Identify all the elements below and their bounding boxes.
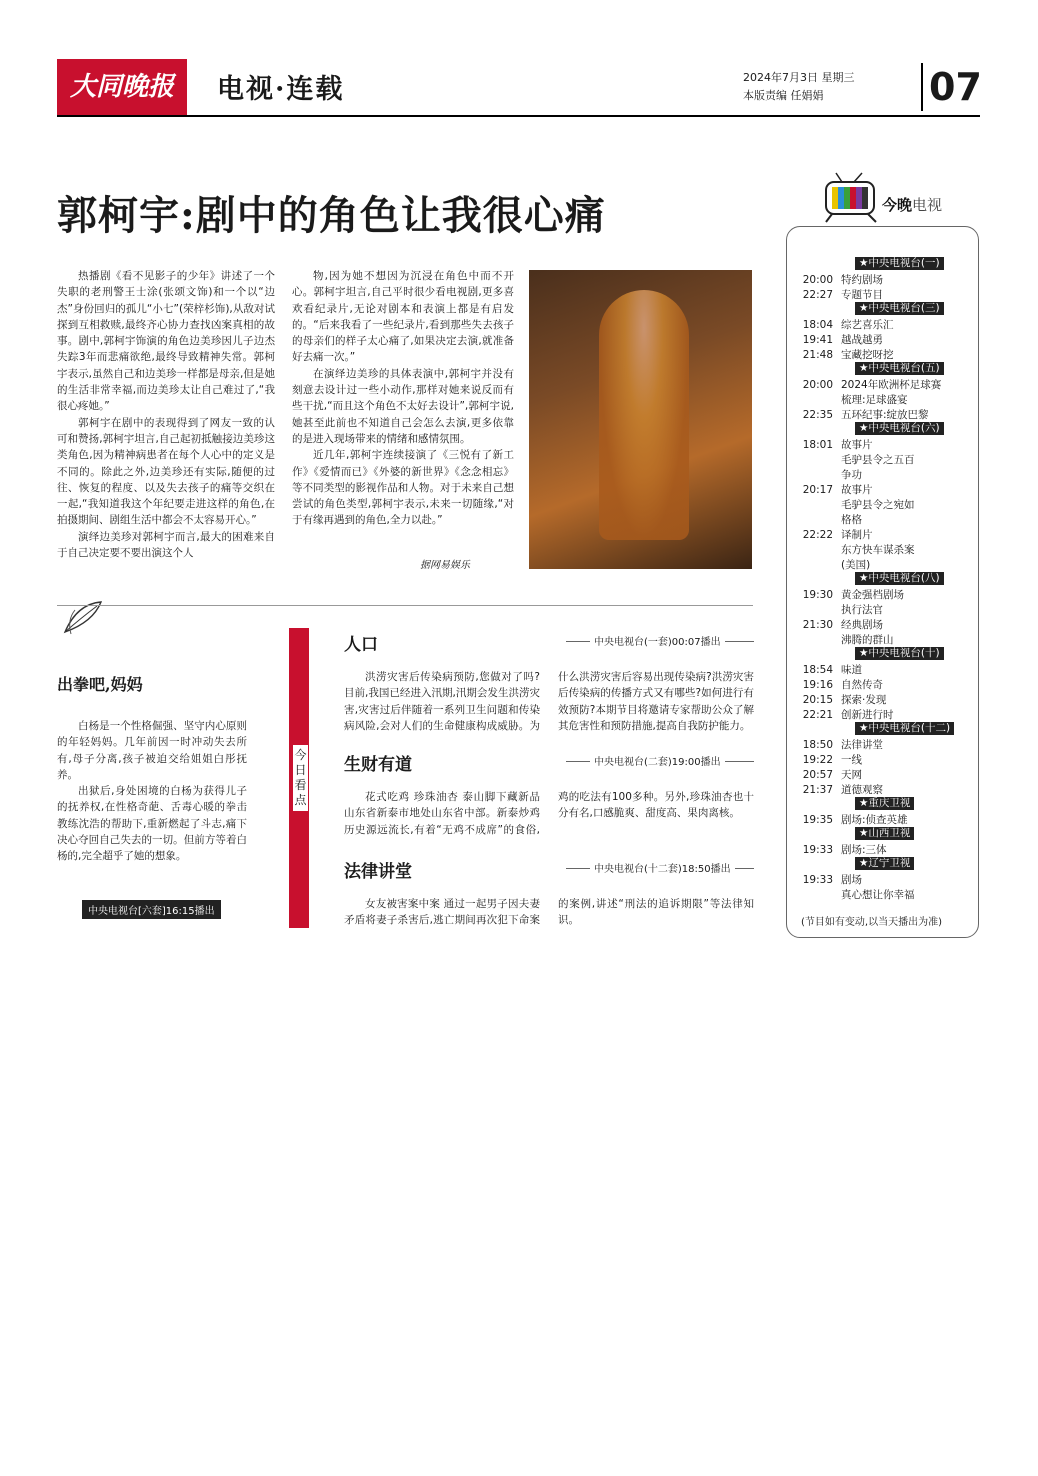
schedule-program: 五环纪事:绽放巴黎: [841, 409, 929, 421]
schedule-time: 20:17: [802, 484, 833, 496]
article-headline: 郭柯宇:剧中的角色让我很心痛: [57, 192, 606, 239]
schedule-row: [795, 782, 883, 797]
actress-figure: [599, 290, 689, 540]
tv-label: 电视: [912, 196, 943, 214]
program-block: [344, 750, 754, 838]
schedule-row: [795, 287, 883, 302]
schedule-time: 21:48: [802, 349, 833, 361]
schedule-row: [795, 452, 915, 467]
feature-paragraph: 出狱后,身处困境的白杨为获得儿子的抚养权,在性格奇葩、舌毒心暖的拳击教练沈浩的帮助下,重新燃起了斗志,痛下决心夺回自己失去的一切。但前方等着白杨的,完全超乎了她的想象。: [57, 785, 247, 863]
schedule-row: [795, 437, 873, 452]
schedule-time: 22:22: [802, 529, 833, 541]
schedule-time: 18:04: [802, 319, 833, 331]
feature-airtime: 中央电视台[六套]16:15播出: [82, 900, 221, 919]
schedule-row: [795, 692, 886, 707]
schedule-time: 21:37: [802, 784, 833, 796]
channel-header: ★中央电视台(十二): [855, 722, 954, 735]
leaf-icon: [57, 598, 107, 638]
schedule-time: 19:16: [802, 679, 833, 691]
schedule-row: [795, 557, 870, 572]
channel-header: ★山西卫视: [855, 827, 914, 840]
channel-header: ★中央电视台(五): [855, 362, 944, 375]
masthead-divider: [921, 63, 923, 111]
schedule-program: 东方快车谋杀案: [841, 544, 915, 556]
schedule-program: 法律讲堂: [841, 739, 883, 751]
program-airtime: 中央电视台(十二套)18:50播出: [590, 860, 735, 875]
program-airtime: 中央电视台(一套)00:07播出: [590, 633, 725, 648]
section-divider: [57, 605, 753, 606]
schedule-row: [795, 467, 862, 482]
schedule-time: 20:57: [802, 769, 833, 781]
schedule-program: 剧场:三体: [841, 844, 887, 856]
article-paragraph: 物,因为她不想因为沉浸在角色中而不开心。郭柯宇坦言,自己平时很少看电视剧,更多喜欢看纪录片,无论对剧本和表演上都是有启发的。“后来我看了一些纪录片,看到那些失去孩子的母亲们的样子太心痛了,如果决定去演,就准备好去痛一次。”: [292, 270, 514, 364]
schedule-time: 19:35: [802, 814, 833, 826]
schedule-program: 故事片: [841, 484, 873, 496]
schedule-time: 22:35: [802, 409, 833, 421]
schedule-row: [795, 332, 883, 347]
article-column-2: [292, 268, 514, 529]
schedule-row: [795, 752, 862, 767]
schedule-program: 创新进行时: [841, 709, 894, 721]
schedule-time: 18:54: [802, 664, 833, 676]
channel-header: ★重庆卫视: [855, 797, 914, 810]
program-title: 人口: [344, 635, 378, 655]
channel-header: ★辽宁卫视: [855, 857, 914, 870]
schedule-row: [795, 377, 941, 392]
program-body: [344, 789, 754, 838]
schedule-program: 执行法官: [841, 604, 883, 616]
schedule-program: 真心想让你幸福: [841, 889, 915, 901]
program-paragraph: 女友被害案中案 通过一起男子因夫妻矛盾将妻子杀害后,逃亡期间再次犯下命案的案例,讲述“刑法的追诉期限”等法律知识。: [344, 898, 754, 927]
schedule-row: [795, 272, 883, 287]
page-number: 07: [929, 65, 982, 109]
channel-header: ★中央电视台(三): [855, 302, 944, 315]
schedule-time: 19:22: [802, 754, 833, 766]
schedule-row: [795, 482, 873, 497]
schedule-time: 19:33: [802, 844, 833, 856]
schedule-program: 宝藏挖呀挖: [841, 349, 894, 361]
channel-header: ★中央电视台(一): [855, 257, 944, 270]
page-editor: 本版责编 任娟娟: [743, 89, 824, 102]
schedule-row: [795, 587, 904, 602]
schedule-row: [795, 677, 883, 692]
schedule-row: [795, 512, 862, 527]
feature-title: 出拳吧,妈妈: [57, 675, 143, 694]
schedule-row: [795, 887, 915, 902]
program-title: 法律讲堂: [344, 862, 412, 882]
schedule-program: 专题节目: [841, 289, 883, 301]
masthead: [57, 59, 980, 117]
schedule-program: 剧场: [841, 874, 862, 886]
tonight-tv-label: [882, 194, 942, 215]
issue-date: 2024年7月3日 星期三: [743, 71, 855, 84]
schedule-row: [795, 497, 915, 512]
program-body: [344, 669, 754, 734]
schedule-program: 探索·发现: [841, 694, 887, 706]
schedule-row: [795, 347, 894, 362]
feature-body: [57, 718, 247, 865]
program-body: [344, 896, 754, 929]
article-byline: 据网易娱乐: [420, 560, 470, 571]
tonight-label: 今晚: [882, 196, 913, 214]
schedule-time: 19:41: [802, 334, 833, 346]
program-block: [344, 857, 754, 929]
schedule-time: 20:00: [802, 274, 833, 286]
schedule-time: 20:15: [802, 694, 833, 706]
tonight-schedule: [786, 226, 979, 938]
program-paragraph: 洪涝灾害后传染病预防,您做对了吗? 目前,我国已经进入汛期,汛期会发生洪涝灾害,灾害过后伴随着一系列卫生问题和传染病风险,会对人们的生命健康构成威胁。为什么洪涝灾害后容易出现传染病?洪涝灾害后传染病的传播方式又有哪些?如何进行有效预防?本期节目将邀请专家帮助公众了解其危害性和预防措施,提高自我防护能力。: [344, 671, 754, 732]
schedule-row: [795, 632, 894, 647]
schedule-time: 22:21: [802, 709, 833, 721]
schedule-note: (节目如有变动,以当天播出为准): [801, 917, 942, 928]
schedule-row: [795, 737, 883, 752]
article-photo: [529, 270, 752, 569]
schedule-program: 一线: [841, 754, 862, 766]
schedule-program: 毛驴县令之宛如: [841, 499, 915, 511]
article-paragraph: 热播剧《看不见影子的少年》讲述了一个失职的老刑警王士涂(张颂文饰)和一个以“边杰”身份回归的孤儿“小七”(荣梓杉饰),从敌对试探到互相救赎,最终齐心协力查找凶案真相的故事。剧中,郭柯宇饰演的角色边美珍因儿子边杰失踪3年而悲痛欲绝,最终导致精神失常。郭柯宇表示,虽然自己和边美珍一样都是母亲,但是她的生活非常幸福,而边美珍太让自己难过了,“我很心疼她。”: [57, 270, 275, 413]
schedule-row: [795, 542, 915, 557]
schedule-program: 2024年欧洲杯足球赛: [841, 379, 942, 391]
schedule-program: 天网: [841, 769, 862, 781]
schedule-program: 越战越勇: [841, 334, 883, 346]
schedule-program: 故事片: [841, 439, 873, 451]
channel-header: ★中央电视台(十): [855, 647, 944, 660]
masthead-rule: [57, 115, 980, 117]
newspaper-logo: 大同晚报: [57, 59, 187, 115]
schedule-time: 18:50: [802, 739, 833, 751]
article-paragraph: 演绎边美珍对郭柯宇而言,最大的困难来自于自己决定要不要出演这个人: [57, 530, 275, 560]
schedule-program: 经典剧场: [841, 619, 883, 631]
program-block: [344, 630, 754, 734]
program-paragraph: 花式吃鸡 珍珠油杏 泰山脚下藏新品 山东省新泰市地处山东省中部。新泰炒鸡历史源远流长,有着“无鸡不成席”的食俗,鸡的吃法有100多种。另外,珍珠油杏也十分有名,口感脆爽、甜度高、果肉离核。: [344, 791, 754, 836]
schedule-program: 沸腾的群山: [841, 634, 894, 646]
tv-icon: [820, 172, 882, 224]
schedule-time: 20:00: [802, 379, 833, 391]
schedule-row: [795, 872, 862, 887]
schedule-row: [795, 392, 908, 407]
channel-header: ★中央电视台(八): [855, 572, 944, 585]
article-paragraph: 在演绎边美珍的具体表演中,郭柯宇并没有刻意去设计过一些小动作,那样对她来说反而有些干扰,“而且这个角色不太好去设计”,郭柯宇说,她甚至此前也不知道自己会怎么去演,更多依靠的是进入现场带来的情绪和感情氛围。: [292, 367, 514, 445]
schedule-row: [795, 812, 908, 827]
channel-header: ★中央电视台(六): [855, 422, 944, 435]
schedule-time: 19:33: [802, 874, 833, 886]
schedule-time: 21:30: [802, 619, 833, 631]
schedule-row: [795, 317, 894, 332]
schedule-program: 格格: [841, 514, 862, 526]
schedule-program: 味道: [841, 664, 862, 676]
schedule-row: [795, 707, 894, 722]
schedule-row: [795, 767, 862, 782]
schedule-program: 译制片: [841, 529, 873, 541]
schedule-row: [795, 617, 883, 632]
schedule-program: 毛驴县令之五百: [841, 454, 915, 466]
schedule-row: [795, 842, 887, 857]
schedule-program: 争功: [841, 469, 862, 481]
program-airtime: 中央电视台(二套)19:00播出: [590, 753, 725, 768]
section-title: 电视·连载: [217, 74, 345, 105]
schedule-row: [795, 527, 873, 542]
schedule-program: 综艺喜乐汇: [841, 319, 894, 331]
schedule-program: 剧场:侦查英雄: [841, 814, 908, 826]
schedule-program: 自然传奇: [841, 679, 883, 691]
feature-paragraph: 白杨是一个性格倔强、坚守内心原则的年轻妈妈。几年前因一时冲动失去所有,母子分离,孩子被迫交给姐姐白彤抚养。: [57, 720, 247, 781]
schedule-row: [795, 407, 929, 422]
today-pick-label: 今日看点: [292, 744, 309, 812]
program-title: 生财有道: [344, 755, 412, 775]
article-column-1: [57, 268, 275, 561]
schedule-program: (美国): [841, 559, 871, 571]
schedule-row: [795, 662, 862, 677]
schedule-program: 特约剧场: [841, 274, 883, 286]
schedule-program: 道德观察: [841, 784, 883, 796]
article-paragraph: 郭柯宇在剧中的表现得到了网友一致的认可和赞扬,郭柯宇坦言,自己起初抵触接边美珍这类角色,因为精神病患者在每个人心中的定义是不同的。除此之外,边美珍还有实际,随便的过往、恢复的程度、以及失去孩子的痛等交织在一起,“我知道我这个年纪要走进这样的角色,在拍摄期间、剧组生活中都会不太容易开心。”: [57, 416, 275, 527]
schedule-time: 22:27: [802, 289, 833, 301]
schedule-program: 黄金强档剧场: [841, 589, 904, 601]
schedule-time: 18:01: [802, 439, 833, 451]
schedule-time: 19:30: [802, 589, 833, 601]
schedule-row: [795, 602, 883, 617]
schedule-program: 梳理:足球盛宴: [841, 394, 908, 406]
article-paragraph: 近几年,郭柯宇连续接演了《三悦有了新工作》《爱情而已》《外婆的新世界》《念念相忘》等不同类型的影视作品和人物。对于未来自己想尝试的角色类型,郭柯宇表示,未来一切随缘,“对于有缘再遇到的角色,全力以赴。”: [292, 449, 514, 527]
